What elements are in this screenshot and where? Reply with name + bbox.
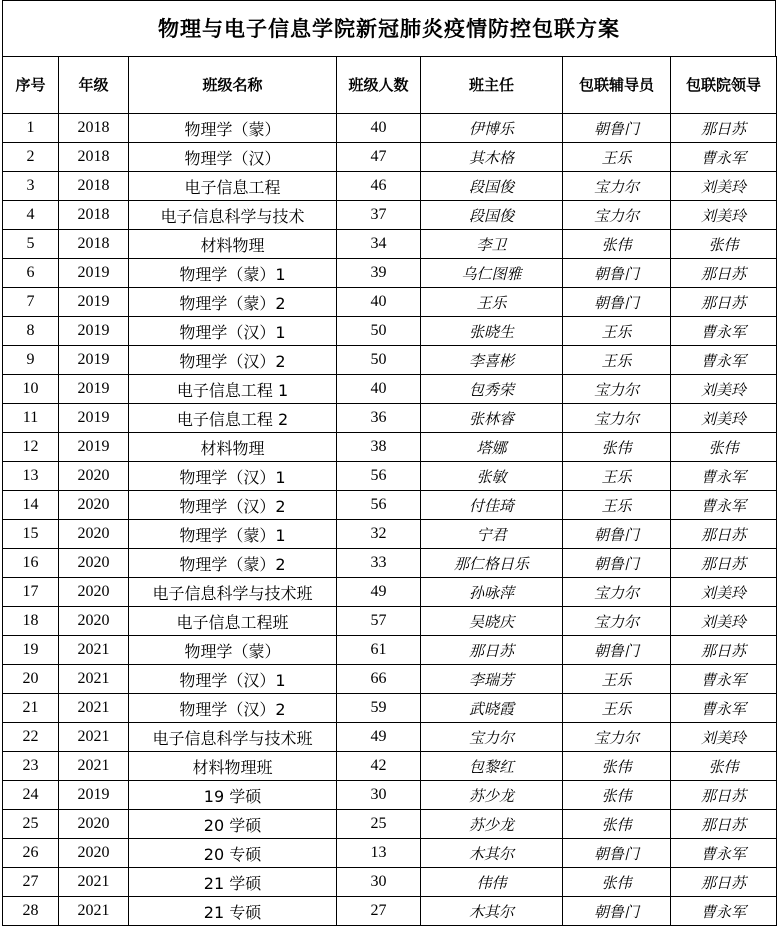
cell-seq: 13 xyxy=(3,462,59,491)
cell-teacher: 宁君 xyxy=(421,520,563,549)
cell-seq: 21 xyxy=(3,694,59,723)
cell-class-name: 21 学硕 xyxy=(129,868,337,897)
cell-count: 40 xyxy=(337,114,421,143)
cell-counselor: 朝鲁门 xyxy=(563,259,671,288)
cell-teacher: 木其尔 xyxy=(421,897,563,926)
cell-class-name: 物理学（蒙）1 xyxy=(129,259,337,288)
cell-seq: 24 xyxy=(3,781,59,810)
table-body xyxy=(3,114,777,926)
cell-year: 2019 xyxy=(59,404,129,433)
cell-class-name: 电子信息科学与技术班 xyxy=(129,723,337,752)
cell-teacher: 伟伟 xyxy=(421,868,563,897)
cell-seq: 20 xyxy=(3,665,59,694)
cell-class-name: 电子信息工程 xyxy=(129,172,337,201)
cell-class-name: 物理学（汉）2 xyxy=(129,491,337,520)
cell-count: 30 xyxy=(337,781,421,810)
cell-class-name: 19 学硕 xyxy=(129,781,337,810)
cell-class-name: 物理学（蒙） xyxy=(129,636,337,665)
cell-leader: 刘美玲 xyxy=(671,404,777,433)
cell-counselor: 宝力尔 xyxy=(563,723,671,752)
cell-year: 2020 xyxy=(59,839,129,868)
table-row xyxy=(3,172,777,201)
cell-teacher: 乌仁图雅 xyxy=(421,259,563,288)
cell-class-name: 21 专硕 xyxy=(129,897,337,926)
cell-counselor: 朝鲁门 xyxy=(563,897,671,926)
cell-teacher: 吴晓庆 xyxy=(421,607,563,636)
cell-year: 2019 xyxy=(59,288,129,317)
table-header-row xyxy=(3,57,777,114)
cell-count: 56 xyxy=(337,491,421,520)
cell-class-name: 材料物理 xyxy=(129,230,337,259)
cell-seq: 11 xyxy=(3,404,59,433)
cell-counselor: 张伟 xyxy=(563,230,671,259)
cell-count: 36 xyxy=(337,404,421,433)
cell-teacher: 张林睿 xyxy=(421,404,563,433)
cell-teacher: 李喜彬 xyxy=(421,346,563,375)
cell-class-name: 20 专硕 xyxy=(129,839,337,868)
header-count: 班级人数 xyxy=(337,57,421,114)
table-row xyxy=(3,723,777,752)
cell-seq: 4 xyxy=(3,201,59,230)
cell-year: 2021 xyxy=(59,723,129,752)
cell-counselor: 朝鲁门 xyxy=(563,636,671,665)
cell-class-name: 物理学（汉）1 xyxy=(129,665,337,694)
cell-teacher: 宝力尔 xyxy=(421,723,563,752)
table-row xyxy=(3,143,777,172)
cell-count: 66 xyxy=(337,665,421,694)
cell-leader: 那日苏 xyxy=(671,636,777,665)
cell-year: 2020 xyxy=(59,462,129,491)
cell-leader: 那日苏 xyxy=(671,868,777,897)
cell-teacher: 包秀荣 xyxy=(421,375,563,404)
cell-count: 34 xyxy=(337,230,421,259)
cell-seq: 26 xyxy=(3,839,59,868)
cell-seq: 3 xyxy=(3,172,59,201)
cell-leader: 那日苏 xyxy=(671,549,777,578)
cell-teacher: 苏少龙 xyxy=(421,810,563,839)
table-row xyxy=(3,752,777,781)
table-row xyxy=(3,694,777,723)
cell-teacher: 那仁格日乐 xyxy=(421,549,563,578)
cell-seq: 9 xyxy=(3,346,59,375)
cell-seq: 8 xyxy=(3,317,59,346)
cell-leader: 曹永军 xyxy=(671,143,777,172)
cell-counselor: 王乐 xyxy=(563,346,671,375)
cell-class-name: 物理学（汉）2 xyxy=(129,694,337,723)
cell-teacher: 伊博乐 xyxy=(421,114,563,143)
cell-count: 50 xyxy=(337,346,421,375)
cell-year: 2019 xyxy=(59,317,129,346)
table-row xyxy=(3,839,777,868)
cell-leader: 刘美玲 xyxy=(671,375,777,404)
cell-counselor: 王乐 xyxy=(563,665,671,694)
table-row xyxy=(3,230,777,259)
table-row xyxy=(3,462,777,491)
cell-leader: 刘美玲 xyxy=(671,578,777,607)
table-row xyxy=(3,288,777,317)
cell-count: 49 xyxy=(337,723,421,752)
cell-class-name: 物理学（汉）2 xyxy=(129,346,337,375)
cell-teacher: 那日苏 xyxy=(421,636,563,665)
cell-leader: 曹永军 xyxy=(671,839,777,868)
cell-counselor: 张伟 xyxy=(563,433,671,462)
cell-leader: 曹永军 xyxy=(671,694,777,723)
cell-counselor: 宝力尔 xyxy=(563,607,671,636)
cell-counselor: 宝力尔 xyxy=(563,201,671,230)
page-title: 物理与电子信息学院新冠肺炎疫情防控包联方案 xyxy=(2,0,776,56)
cell-seq: 2 xyxy=(3,143,59,172)
cell-leader: 刘美玲 xyxy=(671,723,777,752)
cell-counselor: 王乐 xyxy=(563,143,671,172)
cell-seq: 5 xyxy=(3,230,59,259)
table-row xyxy=(3,549,777,578)
table-row xyxy=(3,665,777,694)
cell-counselor: 朝鲁门 xyxy=(563,839,671,868)
table-row xyxy=(3,433,777,462)
cell-teacher: 王乐 xyxy=(421,288,563,317)
cell-counselor: 朝鲁门 xyxy=(563,288,671,317)
cell-year: 2021 xyxy=(59,636,129,665)
cell-counselor: 王乐 xyxy=(563,317,671,346)
cell-counselor: 宝力尔 xyxy=(563,404,671,433)
cell-count: 57 xyxy=(337,607,421,636)
cell-class-name: 材料物理班 xyxy=(129,752,337,781)
cell-count: 61 xyxy=(337,636,421,665)
table-row xyxy=(3,636,777,665)
table-row xyxy=(3,578,777,607)
cell-counselor: 宝力尔 xyxy=(563,578,671,607)
cell-teacher: 塔娜 xyxy=(421,433,563,462)
cell-seq: 25 xyxy=(3,810,59,839)
cell-count: 25 xyxy=(337,810,421,839)
cell-count: 56 xyxy=(337,462,421,491)
cell-class-name: 物理学（蒙）2 xyxy=(129,549,337,578)
cell-count: 38 xyxy=(337,433,421,462)
cell-seq: 23 xyxy=(3,752,59,781)
cell-class-name: 物理学（汉） xyxy=(129,143,337,172)
cell-seq: 19 xyxy=(3,636,59,665)
cell-year: 2019 xyxy=(59,346,129,375)
cell-seq: 15 xyxy=(3,520,59,549)
cell-count: 30 xyxy=(337,868,421,897)
cell-year: 2020 xyxy=(59,520,129,549)
cell-counselor: 宝力尔 xyxy=(563,375,671,404)
cell-leader: 张伟 xyxy=(671,433,777,462)
table-row xyxy=(3,201,777,230)
header-class-name: 班级名称 xyxy=(129,57,337,114)
cell-count: 46 xyxy=(337,172,421,201)
cell-class-name: 20 学硕 xyxy=(129,810,337,839)
cell-teacher: 付佳琦 xyxy=(421,491,563,520)
cell-leader: 那日苏 xyxy=(671,781,777,810)
table-row xyxy=(3,810,777,839)
cell-teacher: 张晓生 xyxy=(421,317,563,346)
cell-leader: 那日苏 xyxy=(671,259,777,288)
cell-teacher: 段国俊 xyxy=(421,172,563,201)
cell-seq: 16 xyxy=(3,549,59,578)
cell-year: 2020 xyxy=(59,578,129,607)
cell-counselor: 朝鲁门 xyxy=(563,114,671,143)
table-row xyxy=(3,491,777,520)
cell-counselor: 王乐 xyxy=(563,462,671,491)
cell-year: 2019 xyxy=(59,433,129,462)
cell-counselor: 朝鲁门 xyxy=(563,520,671,549)
table-row xyxy=(3,375,777,404)
cell-teacher: 段国俊 xyxy=(421,201,563,230)
cell-year: 2020 xyxy=(59,549,129,578)
cell-class-name: 电子信息科学与技术班 xyxy=(129,578,337,607)
cell-year: 2018 xyxy=(59,201,129,230)
cell-counselor: 张伟 xyxy=(563,752,671,781)
cell-year: 2019 xyxy=(59,375,129,404)
table-row xyxy=(3,781,777,810)
cell-seq: 14 xyxy=(3,491,59,520)
cell-leader: 那日苏 xyxy=(671,520,777,549)
table-row xyxy=(3,897,777,926)
cell-class-name: 材料物理 xyxy=(129,433,337,462)
cell-seq: 7 xyxy=(3,288,59,317)
cell-count: 33 xyxy=(337,549,421,578)
header-counselor: 包联辅导员 xyxy=(563,57,671,114)
cell-teacher: 李卫 xyxy=(421,230,563,259)
cell-count: 13 xyxy=(337,839,421,868)
cell-leader: 张伟 xyxy=(671,752,777,781)
cell-counselor: 王乐 xyxy=(563,694,671,723)
cell-count: 59 xyxy=(337,694,421,723)
cell-seq: 12 xyxy=(3,433,59,462)
cell-seq: 18 xyxy=(3,607,59,636)
cell-teacher: 孙咏萍 xyxy=(421,578,563,607)
cell-seq: 22 xyxy=(3,723,59,752)
cell-leader: 曹永军 xyxy=(671,665,777,694)
cell-class-name: 物理学（汉）1 xyxy=(129,317,337,346)
cell-year: 2019 xyxy=(59,781,129,810)
cell-year: 2018 xyxy=(59,114,129,143)
cell-class-name: 物理学（汉）1 xyxy=(129,462,337,491)
cell-class-name: 物理学（蒙）1 xyxy=(129,520,337,549)
table-row xyxy=(3,520,777,549)
cell-leader: 张伟 xyxy=(671,230,777,259)
table-row xyxy=(3,259,777,288)
table-row xyxy=(3,346,777,375)
cell-teacher: 包黎红 xyxy=(421,752,563,781)
cell-leader: 曹永军 xyxy=(671,317,777,346)
cell-leader: 刘美玲 xyxy=(671,607,777,636)
cell-year: 2018 xyxy=(59,230,129,259)
header-seq: 序号 xyxy=(3,57,59,114)
cell-leader: 曹永军 xyxy=(671,462,777,491)
cell-count: 42 xyxy=(337,752,421,781)
header-leader: 包联院领导 xyxy=(671,57,777,114)
cell-leader: 刘美玲 xyxy=(671,201,777,230)
cell-class-name: 电子信息科学与技术 xyxy=(129,201,337,230)
cell-counselor: 张伟 xyxy=(563,810,671,839)
cell-seq: 27 xyxy=(3,868,59,897)
cell-count: 27 xyxy=(337,897,421,926)
cell-leader: 刘美玲 xyxy=(671,172,777,201)
cell-year: 2018 xyxy=(59,143,129,172)
cell-year: 2020 xyxy=(59,491,129,520)
cell-count: 40 xyxy=(337,288,421,317)
cell-count: 32 xyxy=(337,520,421,549)
assignment-table xyxy=(2,56,777,926)
cell-counselor: 宝力尔 xyxy=(563,172,671,201)
cell-leader: 曹永军 xyxy=(671,346,777,375)
cell-counselor: 张伟 xyxy=(563,868,671,897)
cell-leader: 那日苏 xyxy=(671,114,777,143)
cell-count: 47 xyxy=(337,143,421,172)
cell-leader: 曹永军 xyxy=(671,897,777,926)
table-row xyxy=(3,114,777,143)
cell-year: 2021 xyxy=(59,868,129,897)
cell-year: 2019 xyxy=(59,259,129,288)
cell-class-name: 物理学（蒙）2 xyxy=(129,288,337,317)
cell-year: 2021 xyxy=(59,897,129,926)
cell-count: 40 xyxy=(337,375,421,404)
cell-counselor: 朝鲁门 xyxy=(563,549,671,578)
cell-teacher: 苏少龙 xyxy=(421,781,563,810)
cell-seq: 1 xyxy=(3,114,59,143)
cell-year: 2021 xyxy=(59,665,129,694)
cell-class-name: 物理学（蒙） xyxy=(129,114,337,143)
cell-teacher: 木其尔 xyxy=(421,839,563,868)
cell-leader: 那日苏 xyxy=(671,288,777,317)
cell-teacher: 其木格 xyxy=(421,143,563,172)
cell-class-name: 电子信息工程 2 xyxy=(129,404,337,433)
cell-year: 2018 xyxy=(59,172,129,201)
cell-year: 2020 xyxy=(59,607,129,636)
cell-seq: 17 xyxy=(3,578,59,607)
cell-teacher: 李瑞芳 xyxy=(421,665,563,694)
header-year: 年级 xyxy=(59,57,129,114)
cell-counselor: 王乐 xyxy=(563,491,671,520)
cell-year: 2020 xyxy=(59,810,129,839)
cell-class-name: 电子信息工程班 xyxy=(129,607,337,636)
cell-count: 50 xyxy=(337,317,421,346)
cell-year: 2021 xyxy=(59,752,129,781)
cell-count: 49 xyxy=(337,578,421,607)
cell-teacher: 张敏 xyxy=(421,462,563,491)
cell-leader: 曹永军 xyxy=(671,491,777,520)
cell-teacher: 武晓霞 xyxy=(421,694,563,723)
cell-seq: 28 xyxy=(3,897,59,926)
cell-class-name: 电子信息工程 1 xyxy=(129,375,337,404)
cell-seq: 6 xyxy=(3,259,59,288)
cell-seq: 10 xyxy=(3,375,59,404)
table-row xyxy=(3,317,777,346)
table-row xyxy=(3,868,777,897)
cell-count: 37 xyxy=(337,201,421,230)
table-row xyxy=(3,607,777,636)
header-teacher: 班主任 xyxy=(421,57,563,114)
cell-year: 2021 xyxy=(59,694,129,723)
cell-counselor: 张伟 xyxy=(563,781,671,810)
cell-count: 39 xyxy=(337,259,421,288)
table-row xyxy=(3,404,777,433)
cell-leader: 那日苏 xyxy=(671,810,777,839)
